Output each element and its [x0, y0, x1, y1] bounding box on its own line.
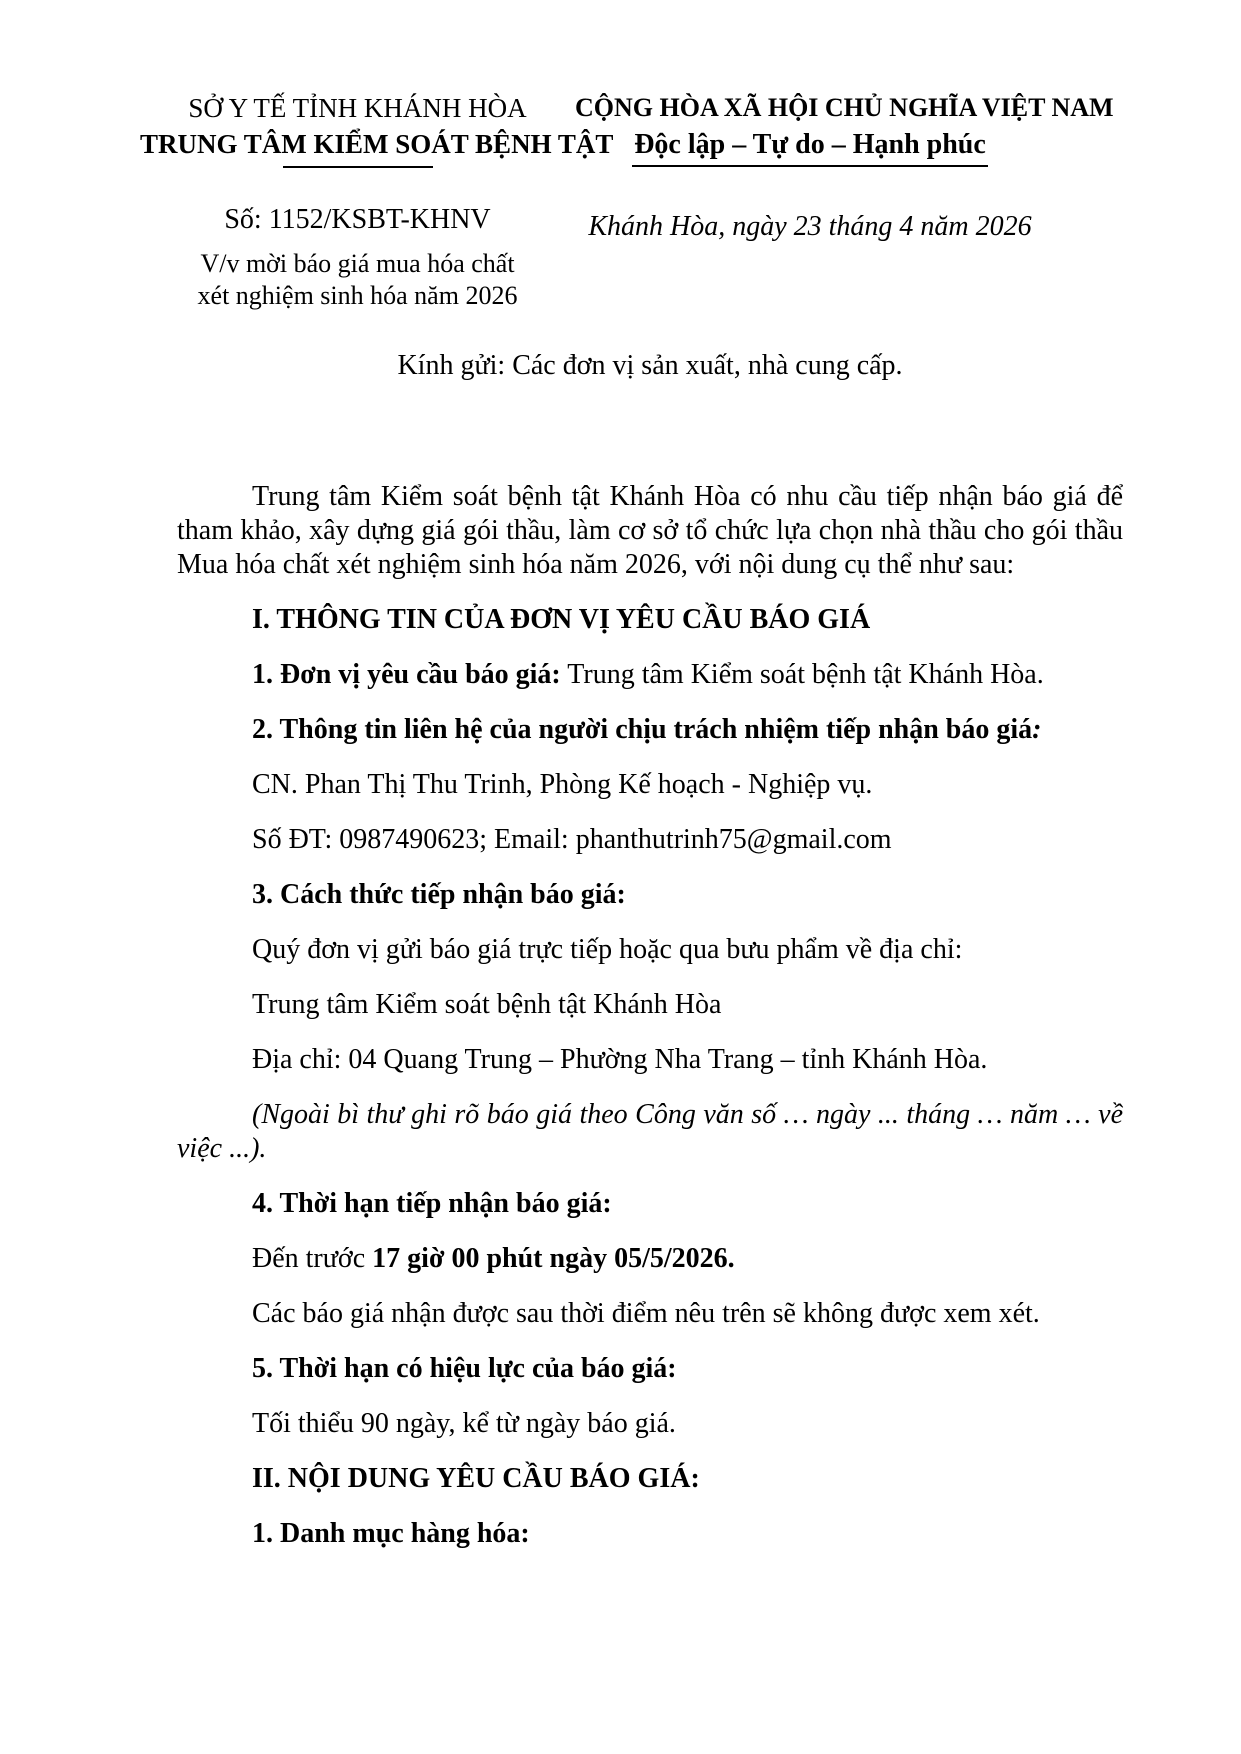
item-2-label: 2. Thông tin liên hệ của người chịu trách nhiệm tiếp nhận báo giá [252, 714, 1033, 745]
recipient-address: Địa chỉ: 04 Quang Trung – Phường Nha Trang – tỉnh Khánh Hòa. [252, 1044, 988, 1075]
section-1-title: I. THÔNG TIN CỦA ĐƠN VỊ YÊU CẦU BÁO GIÁ [252, 604, 871, 635]
national-motto-text: Độc lập – Tự do – Hạnh phúc [632, 128, 988, 167]
org-underline-divider [283, 166, 433, 168]
intro-paragraph: Trung tâm Kiểm soát bệnh tật Khánh Hòa có nhu cầu tiếp nhận báo giá để tham khảo, xây dựng giá gói thầu, làm cơ sở tổ chức lựa chọn nhà thầu cho gói thầu Mua hóa chất xét nghiệm sinh hóa năm 2026, với nội dung cụ thể như sau: [177, 481, 1123, 580]
item-4-heading: 4. Thời hạn tiếp nhận báo giá: [252, 1188, 612, 1219]
item-1-value: Trung tâm Kiểm soát bệnh tật Khánh Hòa. [560, 659, 1044, 690]
deadline-line [177, 1242, 1123, 1276]
deadline-value: 17 giờ 00 phút ngày 05/5/2026. [372, 1243, 735, 1274]
document-body [0, 348, 1241, 1551]
national-header-block [575, 90, 1114, 245]
envelope-note: (Ngoài bì thư ghi rõ báo giá theo Công văn số … ngày ... tháng … năm … về việc ...). [177, 1099, 1123, 1164]
place-and-date: Khánh Hòa, ngày 23 tháng 4 năm 2026 [588, 211, 1032, 242]
item-1-requesting-unit [177, 658, 1123, 692]
item-3-heading: 3. Cách thức tiếp nhận báo giá: [252, 879, 626, 910]
recipient-org: Trung tâm Kiểm soát bệnh tật Khánh Hòa [252, 989, 722, 1020]
late-submission-note: Các báo giá nhận được sau thời điểm nêu trên sẽ không được xem xét. [252, 1298, 1040, 1329]
org-name: TRUNG TÂM KIỂM SOÁT BỆNH TẬT [140, 129, 614, 159]
item-2-colon: : [1032, 714, 1042, 745]
item-2-contact-heading [177, 713, 1123, 747]
issuing-org-block [140, 90, 614, 312]
document-number: Số: 1152/KSBT-KHNV [224, 204, 491, 235]
national-motto [575, 128, 1045, 167]
parent-org-name: SỞ Y TẾ TỈNH KHÁNH HÒA [188, 93, 527, 123]
salutation: Kính gửi: Các đơn vị sản xuất, nhà cung cấp. [397, 350, 903, 381]
subject-line-1: V/v mời báo giá mua hóa chất [200, 249, 515, 278]
section-2-title: II. NỘI DUNG YÊU CẦU BÁO GIÁ: [252, 1463, 700, 1494]
item-5-heading: 5. Thời hạn có hiệu lực của báo giá: [252, 1353, 677, 1384]
delivery-instruction: Quý đơn vị gửi báo giá trực tiếp hoặc qua bưu phẩm về địa chỉ: [252, 934, 963, 965]
contact-phone-email: Số ĐT: 0987490623; Email: phanthutrinh75@gmail.com [252, 824, 892, 855]
deadline-prefix: Đến trước [252, 1243, 373, 1274]
item-1-label: 1. Đơn vị yêu cầu báo giá: [252, 659, 561, 690]
national-header: CỘNG HÒA XÃ HỘI CHỦ NGHĨA VIỆT NAM [575, 93, 1114, 122]
contact-person: CN. Phan Thị Thu Trinh, Phòng Kế hoạch - Nghiệp vụ. [252, 769, 873, 800]
validity-period: Tối thiểu 90 ngày, kể từ ngày báo giá. [252, 1408, 676, 1439]
section-2-item-1: 1. Danh mục hàng hóa: [252, 1518, 530, 1549]
subject-line-2: xét nghiệm sinh hóa năm 2026 [197, 281, 518, 310]
letterhead [0, 0, 1241, 312]
